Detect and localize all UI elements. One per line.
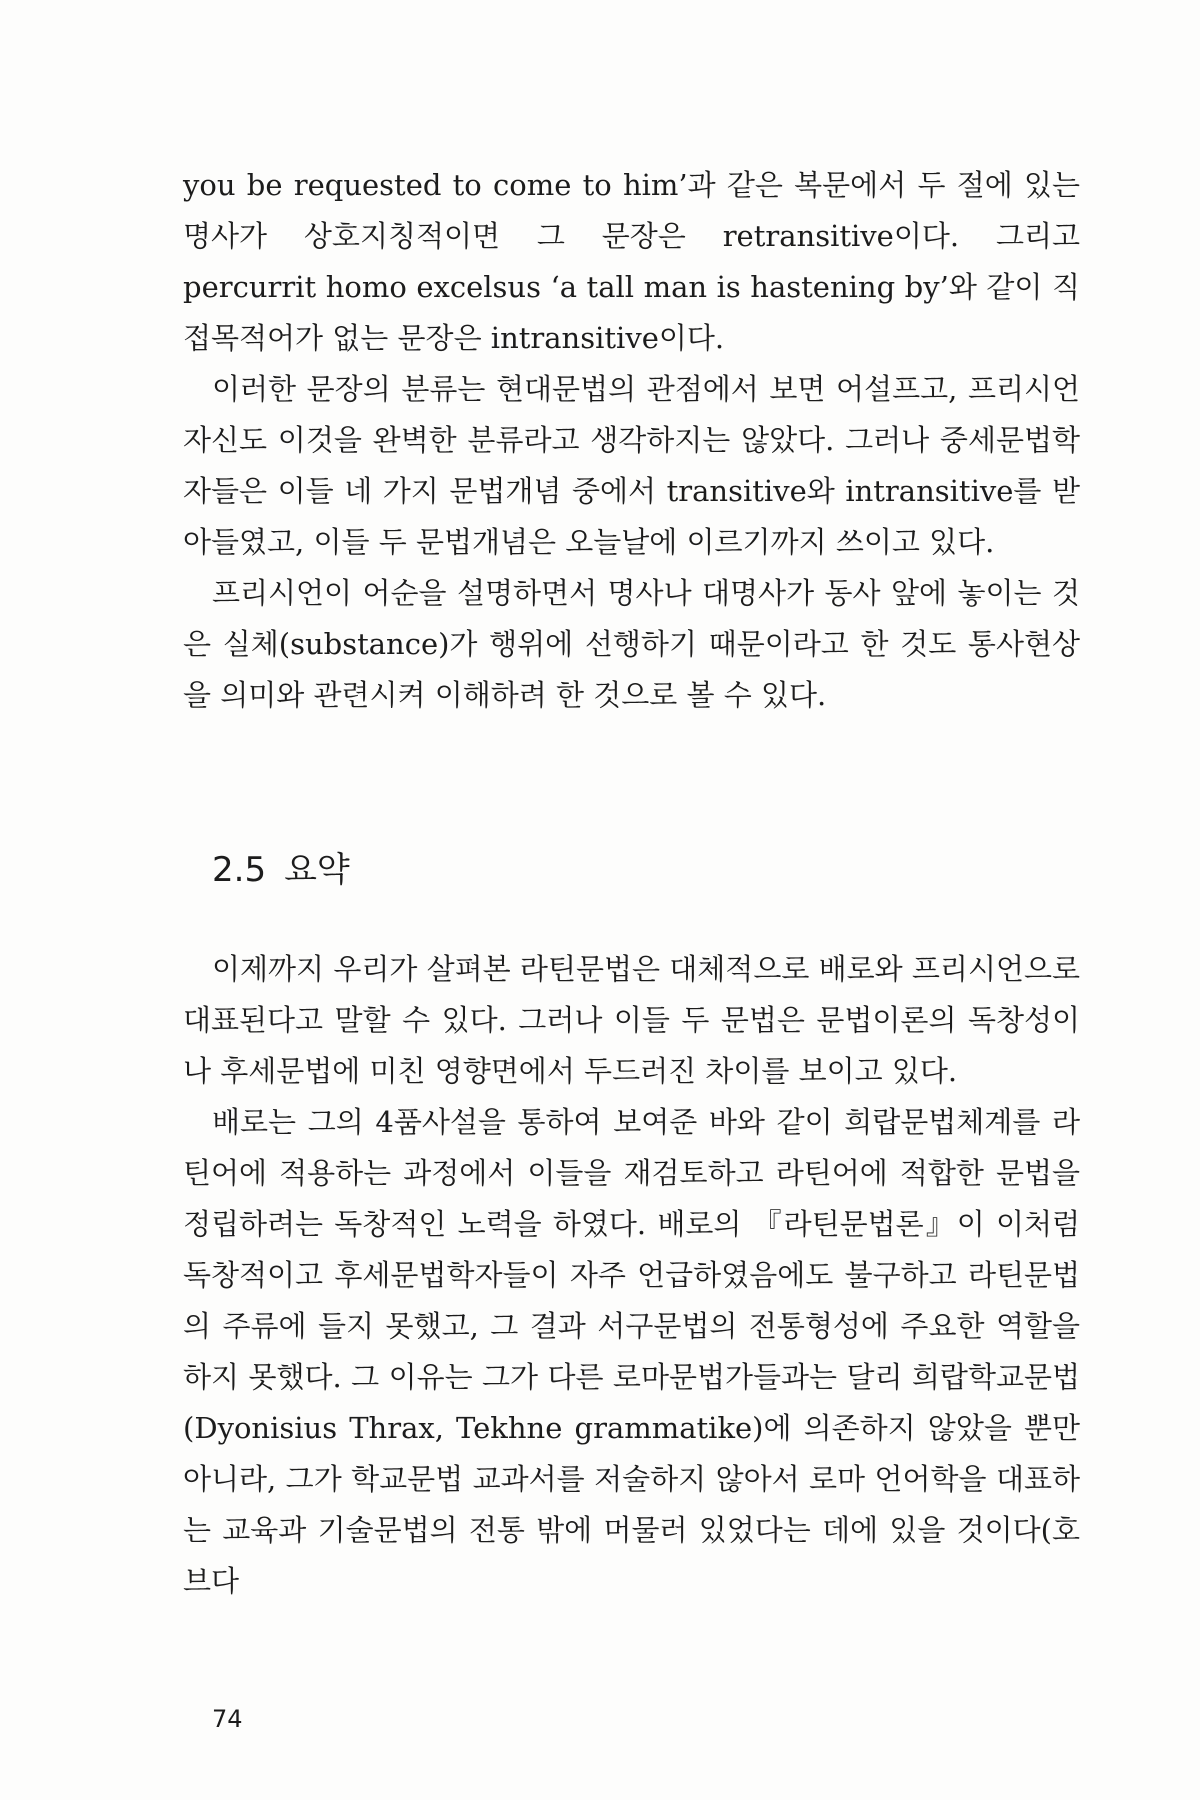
- paragraph: 이러한 문장의 분류는 현대문법의 관점에서 보면 어설프고, 프리시언 자신도 이것을 완벽한 분류라고 생각하지는 않았다. 그러나 중세문법학자들은 이들 네 가지 문법개념 중에서 transitive와 intransitive를 받아들였고, 이들 두 문법개념은 오늘날에 이르기까지 쓰이고 있다.: [183, 372, 1080, 559]
- section-number: 2.5: [212, 850, 267, 890]
- paragraph: 이제까지 우리가 살펴본 라틴문법은 대체적으로 배로와 프리시언으로 대표된다고 말할 수 있다. 그러나 이들 두 문법은 문법이론의 독창성이나 후세문법에 미친 영향면에서 두드러진 차이를 보이고 있다.: [183, 952, 1080, 1088]
- body-text-top: [183, 160, 1080, 721]
- page-number: 74: [212, 1705, 243, 1733]
- paragraph: 배로는 그의 4품사설을 통하여 보여준 바와 같이 희랍문법체계를 라틴어에 적용하는 과정에서 이들을 재검토하고 라틴어에 적합한 문법을 정립하려는 독창적인 노력을 하였다. 배로의 『라틴문법론』이 이처럼 독창적이고 후세문법학자들이 자주 언급하였음에도 불구하고 라틴문법의 주류에 들지 못했고, 그 결과 서구문법의 전통형성에 주요한 역할을 하지 못했다. 그 이유는 그가 다른 로마문법가들과는 달리 희랍학교문법(Dyonisius Thrax, Tekhne grammatike)에 의존하지 않았을 뿐만 아니라, 그가 학교문법 교과서를 저술하지 않아서 로마 언어학을 대표하는 교육과 기술문법의 전통 밖에 머물러 있었다는 데에 있을 것이다(호브다: [183, 1105, 1080, 1598]
- body-text-bottom: [183, 944, 1080, 1607]
- section-heading: [212, 842, 350, 891]
- section-title: 요약: [284, 850, 350, 890]
- paragraph: you be requested to come to him’과 같은 복문에서 두 절에 있는 명사가 상호지칭적이면 그 문장은 retransitive이다. 그리고 percurrit homo excelsus ‘a tall man is hastening by’와 같이 직접목적어가 없는 문장은 intransitive이다.: [183, 168, 1080, 355]
- paragraph: 프리시언이 어순을 설명하면서 명사나 대명사가 동사 앞에 놓이는 것은 실체(substance)가 행위에 선행하기 때문이라고 한 것도 통사현상을 의미와 관련시켜 이해하려 한 것으로 볼 수 있다.: [183, 576, 1080, 712]
